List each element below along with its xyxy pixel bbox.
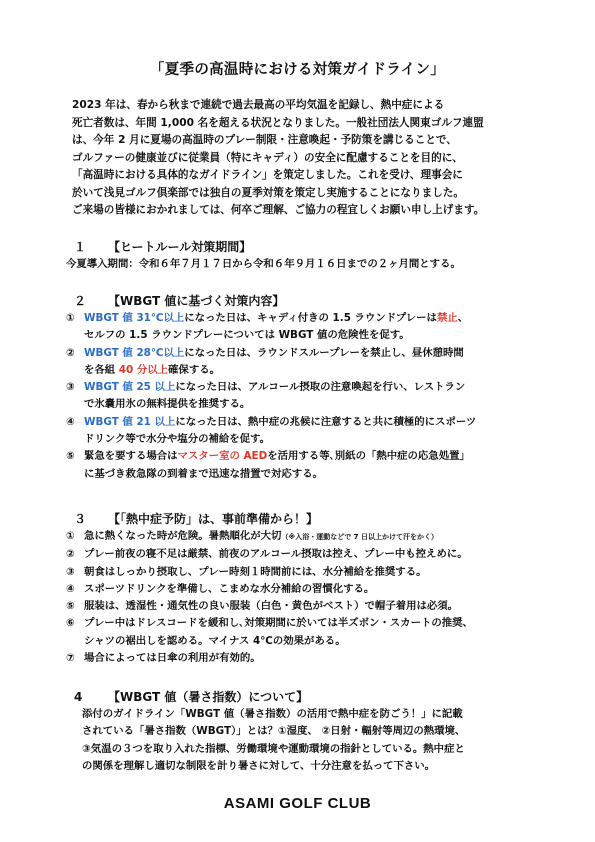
- prevention-item: [66, 564, 552, 581]
- section-heading: [72, 238, 552, 256]
- prevention-text: スポーツドリンクを準備し、こまめな水分補給の習慣化する。: [84, 582, 375, 595]
- section-number: ２: [74, 294, 87, 308]
- measure-text: 緊急を要する場合は: [84, 450, 178, 463]
- period-text: 今夏導入期間：令和６年７月１７日から令和６年９月１６日までの２ヶ月間とする。: [66, 258, 461, 270]
- prohibited-label: 禁止: [436, 312, 458, 324]
- about-line: されている「暑さ指数（WBGT）」とは？①湿度、 ②日射・輻射等周辺の熱環境、: [82, 725, 466, 738]
- measure-text: ドリンク等で水分や塩分の補給を促す。: [84, 433, 270, 446]
- measure-item: [66, 448, 552, 483]
- measure-text: で氷嚢用氷の無料提供を推奨する。: [84, 398, 251, 411]
- item-marker: ④: [66, 582, 75, 595]
- measure-item: [66, 310, 552, 345]
- section-title: 【WBGT 値（暑さ指数）について】: [108, 690, 309, 704]
- section-number: ３: [74, 512, 87, 526]
- measure-item: [66, 414, 552, 449]
- measure-text: になった日は、ラウンドスループレーを禁止し、昼休憩時間: [184, 346, 464, 359]
- break-duration: 40 分以上: [118, 363, 169, 376]
- intro-line: ゴルファーの健康並びに従業員（特にキャディ）の安全に配慮することを目的に、: [72, 151, 463, 164]
- prevention-item: [66, 528, 552, 546]
- about-line: の関係を理解し適切な制限を計り暑さに対して、十分注意を払って下さい。: [82, 759, 436, 772]
- section-wbgt-measures: [66, 292, 552, 483]
- measure-text: 、: [457, 312, 469, 324]
- measure-item: [66, 379, 552, 414]
- section-heat-rule-period: [66, 238, 552, 273]
- intro-line: 2023 年は、春から秋まで連続で過去最高の平均気温を記録し、熱中症による: [72, 99, 445, 111]
- section-heading: [72, 292, 552, 310]
- section-number: １: [74, 240, 87, 254]
- intro-line: ご来場の皆様におかれましては、何卒ご理解、ご協力の程宜しくお願い申し上げます。: [72, 204, 485, 216]
- prevention-item: [66, 546, 552, 563]
- club-name-footer: ASAMI GOLF CLUB: [223, 795, 372, 812]
- item-marker: ①: [66, 530, 75, 542]
- section-heading: [72, 510, 552, 528]
- section-title: 【ヒートルール対策期間】: [108, 240, 252, 254]
- prevention-item: [66, 598, 552, 615]
- prevention-text: プレー前夜の寝不足は厳禁、前夜のアルコール摂取は控え、プレー中も控えめに。: [84, 548, 468, 561]
- section-heading: [72, 688, 552, 706]
- section-heatstroke-prevention: [66, 510, 552, 667]
- measure-item: [66, 345, 552, 380]
- prevention-item: [66, 581, 552, 598]
- intro-paragraph: [72, 97, 542, 220]
- prevention-text: 急に熱くなった時が危険。暑熱順化が大切: [84, 530, 282, 542]
- wbgt-threshold: WBGT 値 31℃以上: [84, 312, 185, 324]
- page-title: 「夏季の高温時における対策ガイドライン」: [149, 62, 446, 78]
- prevention-item: [66, 650, 552, 667]
- item-marker: ③: [66, 565, 75, 578]
- intro-line: 死亡者数は、年間 1,000 名を超える状況となりました。一般社団法人関東ゴルフ連盟: [72, 116, 484, 129]
- measure-text: になった日は、熱中症の兆候に注意すると共に積極的にスポーツ: [175, 415, 477, 428]
- measure-text: 確保する。: [168, 363, 220, 376]
- item-marker: ⑦: [66, 652, 75, 665]
- aed-location: マスター室の AED: [177, 450, 268, 463]
- wbgt-threshold: WBGT 値 25 以上: [84, 381, 176, 394]
- measure-text: を活用する等､別紙の「熱中症の応急処置」: [267, 450, 470, 463]
- intro-line: 「高温時における具体的なガイドライン」を策定しました。これを受け、理事会に: [72, 169, 463, 181]
- item-marker: ②: [66, 346, 75, 359]
- item-marker: ⑤: [66, 600, 75, 613]
- prevention-text: プレー中はドレスコードを緩和し､対策期間に於いては半ズボン・スカートの推奨、: [84, 617, 473, 630]
- section-title: 【WBGT 値に基づく対策内容】: [108, 294, 285, 308]
- item-marker: ④: [66, 415, 75, 428]
- item-marker: ①: [66, 312, 75, 324]
- prevention-text: シャツの裾出しを認める。マイナス 4℃の効果がある。: [84, 634, 346, 647]
- intro-line: 於いて浅見ゴルフ倶楽部では独自の夏季対策を策定し実施することになりました。: [72, 186, 464, 199]
- section-wbgt-about: [72, 688, 552, 775]
- section-number: 4: [74, 690, 83, 704]
- section-title: 【「熱中症予防」は、事前準備から！】: [108, 512, 319, 526]
- prevention-item: [66, 615, 552, 650]
- wbgt-threshold: WBGT 値 28℃以上: [84, 346, 185, 359]
- intro-line: は、今年 2 月に夏場の高温時のプレー制限・注意喚起・予防策を講じることで、: [72, 134, 457, 146]
- prevention-text: 服装は、透湿性・通気性の良い服装（白色・黄色がベスト）で帽子着用は必須。: [84, 600, 459, 613]
- measure-text: になった日は、アルコール摂取の注意喚起を行い、レストラン: [175, 381, 466, 394]
- prevention-text: 朝食はしっかり摂取し、プレー時刻１時間前には、水分補給を推奨する。: [84, 565, 427, 578]
- about-line: ③気温の３つを取り入れた指標、労働環境や運動環境の指針としている。熱中症と: [82, 742, 465, 755]
- measure-text: になった日は、キャディ付きの 1.5 ラウンドプレーは: [184, 312, 437, 324]
- measure-text: に基づき救急隊の到着まで迅速な措置で対応する。: [84, 467, 323, 480]
- about-line: 添付のガイドライン「WBGT 値（暑さ指数）の活用で熱中症を防ごう！」に記載: [82, 708, 463, 720]
- item-marker: ③: [66, 381, 75, 394]
- measure-text: を各組: [84, 363, 119, 376]
- item-marker: ②: [66, 548, 75, 561]
- wbgt-threshold: WBGT 値 21 以上: [84, 415, 176, 428]
- prevention-text: 場合によっては日傘の利用が有効的。: [84, 652, 261, 665]
- item-marker: ⑥: [66, 617, 75, 630]
- item-marker: ⑤: [66, 450, 75, 463]
- measure-text: セルフの 1.5 ラウンドプレーについては WBGT 値の危険性を促す。: [84, 329, 410, 342]
- prevention-note: （※入浴・運動などで 7 日以上かけて汗をかく）: [281, 533, 438, 541]
